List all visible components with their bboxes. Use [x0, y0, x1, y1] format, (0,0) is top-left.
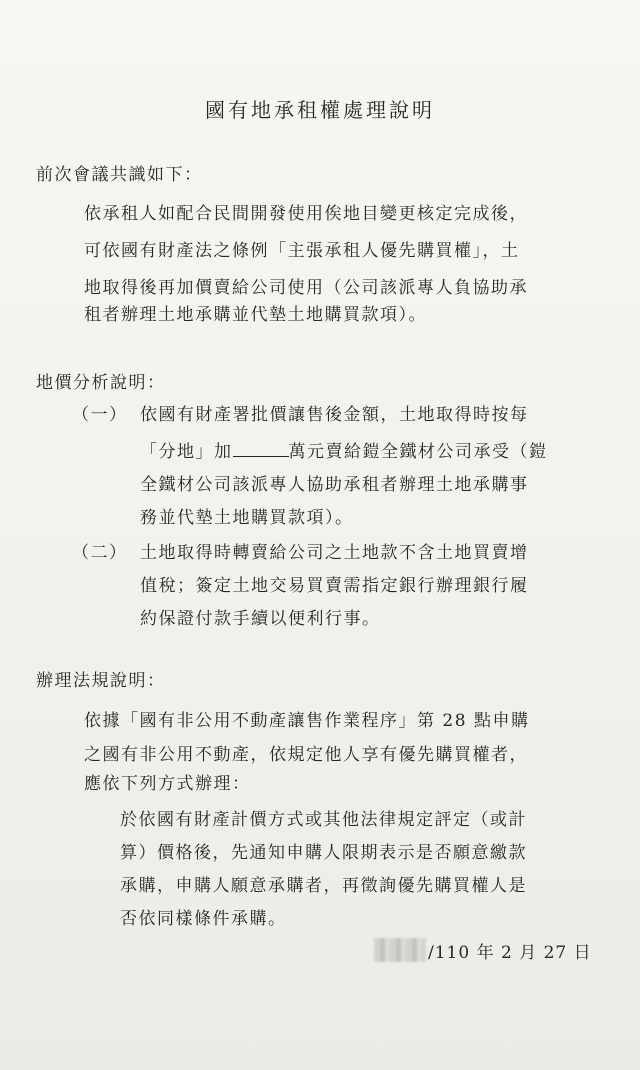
section1-line: 可依國有財產法之條例「主張承租人優先購買權」，土 — [84, 241, 520, 261]
item1-line: 依國有財產署批價讓售後金額，土地取得時按每 — [140, 405, 529, 425]
quote-line: 否依同樣條件承購。 — [120, 909, 287, 929]
item2-marker: （二） — [72, 543, 128, 563]
quote-line: 於依國有財產計價方式或其他法律規定評定（或計 — [120, 810, 527, 830]
section3-line: 依據「國有非公用不動產讓售作業程序」第 28 點申購 — [84, 711, 530, 731]
section1-line: 地取得後再加價賣給公司使用（公司該派專人負協助承 — [84, 278, 528, 298]
amount-blank — [233, 442, 289, 457]
quote-line: 承購，申購人願意承購者，再徵詢優先購買權人是 — [120, 876, 527, 896]
quote-line: 算）價格後，先通知申購人限期表示是否願意繳款 — [120, 843, 527, 863]
item2-line: 值稅；簽定土地交易買賣需指定銀行辦理銀行履 — [140, 576, 529, 596]
document-title: 國有地承租權處理說明 — [205, 98, 435, 122]
item1-line: 務並代墊土地購買款項）。 — [140, 508, 354, 528]
section3-line: 應依下列方式辦理： — [84, 774, 251, 794]
item2-line: 土地取得時轉賣給公司之土地款不含土地買賣增 — [140, 543, 529, 563]
section1-line: 租者辦理土地承購並代墊土地購買款項）。 — [84, 305, 427, 325]
item1-line2-before: 「分地」加 — [140, 442, 233, 462]
section1-line: 依承租人如配合民間開發使用俟地目變更核定完成後， — [84, 204, 528, 224]
item1-marker: （一） — [72, 405, 128, 425]
item1-line2-after: 萬元賣給鎧全鐵材公司承受（鎧 — [288, 442, 548, 462]
document-date: /110 年 2 月 27 日 — [428, 943, 592, 963]
item1-line: 全鐵材公司該派專人協助承租者辦理土地承購事 — [140, 475, 529, 495]
redacted-name — [374, 938, 426, 962]
section1-heading: 前次會議共識如下： — [36, 165, 203, 185]
section2-heading: 地價分析說明： — [36, 373, 166, 393]
item1-line — [140, 437, 548, 462]
section3-heading: 辦理法規說明： — [36, 671, 166, 691]
item2-line: 約保證付款手續以便利行事。 — [140, 609, 381, 629]
section3-line: 之國有非公用不動產，依規定他人享有優先購買權者， — [84, 745, 528, 765]
